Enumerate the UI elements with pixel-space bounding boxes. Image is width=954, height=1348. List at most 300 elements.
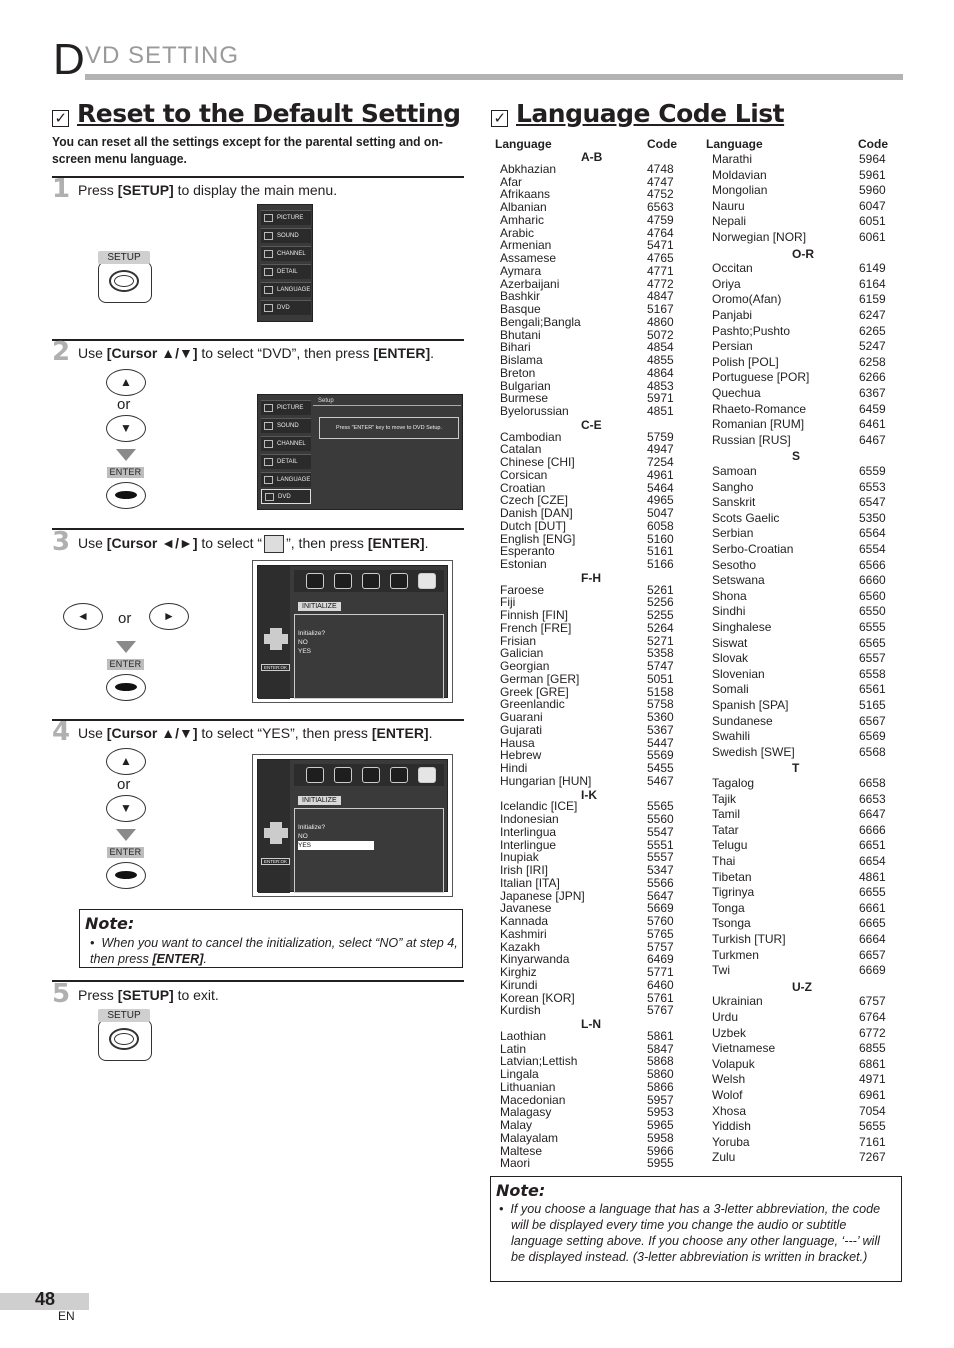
language-code: 5566 xyxy=(647,875,674,890)
screen-divider xyxy=(313,405,461,406)
dvd-icon xyxy=(264,304,273,312)
initialize-question: Initialize? xyxy=(298,824,326,831)
menu-label: DETAIL xyxy=(277,269,298,275)
language-code: 6657 xyxy=(859,947,886,962)
language-code: 6061 xyxy=(859,230,886,244)
language-name: Rhaeto-Romance xyxy=(712,401,807,416)
language-name: Nepali xyxy=(712,214,747,229)
initialize-tab: INITIALIZE xyxy=(298,602,341,611)
arrow-left-icon: ◄ xyxy=(77,609,89,623)
menu-label: SOUND xyxy=(277,233,299,239)
language-code: 5771 xyxy=(647,965,674,979)
language-name: Polish [POL] xyxy=(712,354,779,369)
note-text: . xyxy=(203,952,207,966)
language-code: 5464 xyxy=(647,480,674,495)
language-code: 6566 xyxy=(859,557,886,572)
divider xyxy=(52,339,464,341)
language-code: 6247 xyxy=(859,308,886,322)
language-name: Swahili xyxy=(712,729,751,744)
language-name: Slovak xyxy=(712,651,749,666)
language-code: 5358 xyxy=(647,646,674,661)
language-title-text: Language Code List xyxy=(516,99,785,128)
note-key: [ENTER] xyxy=(152,952,204,966)
step-5-text xyxy=(78,987,219,1003)
language-code: 4864 xyxy=(647,365,674,380)
language-code: 6559 xyxy=(859,464,886,478)
language-name: Tajik xyxy=(712,791,737,806)
step-text-part: to display the main menu. xyxy=(173,182,338,198)
cursor-up-button[interactable] xyxy=(106,369,146,396)
language-name: Swedish [SWE] xyxy=(712,744,795,759)
language-name: Pashto;Pushto xyxy=(712,323,791,338)
language-code: 5765 xyxy=(647,926,674,941)
language-group-header: S xyxy=(792,449,801,464)
language-code: 6266 xyxy=(859,370,886,385)
language-group-header: C-E xyxy=(581,417,602,432)
language-code: 6855 xyxy=(859,1041,886,1056)
language-code: 5261 xyxy=(647,582,674,597)
channel-icon xyxy=(264,440,273,448)
language-name: Welsh xyxy=(712,1072,746,1087)
language-code: 6149 xyxy=(859,261,886,276)
language-name: Xhosa xyxy=(712,1103,747,1118)
language-code: 5072 xyxy=(647,327,674,342)
detail-icon xyxy=(264,268,273,276)
language-code: 6265 xyxy=(859,323,886,338)
language-name: Interlingua xyxy=(500,824,557,839)
language-name: Italian [ITA] xyxy=(500,875,560,890)
cursor-down-button[interactable] xyxy=(106,415,146,442)
language-code: 6557 xyxy=(859,651,886,666)
language-name: Russian [RUS] xyxy=(712,432,791,447)
step-1-text xyxy=(78,182,337,198)
bullet: • xyxy=(90,936,95,950)
language-name: Turkish [TUR] xyxy=(712,932,786,946)
enter-label: ENTER xyxy=(107,659,144,670)
language-code: 6461 xyxy=(859,417,886,432)
cursor-right-button[interactable] xyxy=(149,603,189,630)
reset-title-text: Reset to the Default Setting xyxy=(77,99,461,128)
enter-ok-label: ENTER:OK xyxy=(261,858,290,865)
language-name: Greenlandic xyxy=(500,697,565,712)
language-name: Occitan xyxy=(712,261,753,276)
setup-button-face xyxy=(98,261,152,303)
language-name: Slovenian xyxy=(712,666,765,681)
sound-icon xyxy=(264,232,273,240)
language-code: 5955 xyxy=(647,1156,674,1171)
language-name: Aymara xyxy=(500,263,542,278)
language-code: 5767 xyxy=(647,1003,674,1018)
menu-item-picture xyxy=(261,210,311,225)
language-code: 6655 xyxy=(859,885,886,900)
language-code: 6051 xyxy=(859,214,886,229)
language-code: 5560 xyxy=(647,812,674,826)
language-code: 6558 xyxy=(859,666,886,681)
language-code: 6861 xyxy=(859,1056,886,1071)
language-code: 6564 xyxy=(859,526,886,541)
language-code: 5747 xyxy=(647,659,674,673)
language-name: Czech [CZE] xyxy=(500,493,569,508)
language-name: Arabic xyxy=(500,225,535,240)
language-code: 4851 xyxy=(647,404,674,418)
language-code: 6569 xyxy=(859,729,886,744)
language-code: 7254 xyxy=(647,455,674,469)
reset-section-title xyxy=(52,99,461,128)
language-code: 6258 xyxy=(859,354,886,369)
language-code: 5166 xyxy=(647,557,674,571)
language-name: Breton xyxy=(500,365,536,380)
language-name: Moldavian xyxy=(712,167,767,182)
enter-label: ENTER xyxy=(107,467,144,478)
setup-label: SETUP xyxy=(98,251,150,264)
language-name: Kirundi xyxy=(500,977,538,992)
step-key: [SETUP] xyxy=(117,987,174,1003)
language-code: 6553 xyxy=(859,479,886,494)
screen-title: Setup xyxy=(318,398,334,404)
language-section-title xyxy=(491,99,784,128)
col1-code-header: Code xyxy=(647,137,677,151)
language-name: Catalan xyxy=(500,442,542,457)
step-key: [SETUP] xyxy=(117,182,174,198)
language-name: Sindhi xyxy=(712,604,746,619)
language-name: Serbo-Croatian xyxy=(712,542,794,556)
step-key: [ENTER] xyxy=(371,725,429,741)
arrow-up-icon: ▲ xyxy=(120,754,132,768)
arrow-down-icon xyxy=(116,641,136,653)
language-code-footer: EN xyxy=(58,1309,75,1323)
language-code: 5669 xyxy=(647,901,674,916)
language-code: 6164 xyxy=(859,276,886,291)
language-code: 5360 xyxy=(647,710,674,724)
header-bar xyxy=(85,74,903,80)
language-name: Sangho xyxy=(712,479,754,494)
menu-item-language xyxy=(261,472,311,487)
checkbox-icon: ✓ xyxy=(52,110,69,127)
header-title: VD SETTING xyxy=(85,42,240,69)
picture-icon xyxy=(264,214,273,222)
language-code: 5847 xyxy=(647,1041,674,1056)
language-name: Vietnamese xyxy=(712,1041,776,1056)
language-name: Dutch [DUT] xyxy=(500,518,567,533)
language-code: 5158 xyxy=(647,684,674,699)
reset-intro: You can reset all the settings except for the parental setting and on-screen menu language. xyxy=(52,134,443,166)
step-4-text xyxy=(78,725,432,741)
arrow-up-icon: ▲ xyxy=(120,375,132,389)
initialize-icon xyxy=(418,767,436,783)
language-code: 7054 xyxy=(859,1103,886,1118)
language-name: Hausa xyxy=(500,735,535,750)
language-code: 6669 xyxy=(859,963,886,978)
language-name: French [FRE] xyxy=(500,620,572,635)
language-name: Galician xyxy=(500,646,544,661)
cursor-left-button[interactable] xyxy=(63,603,103,630)
language-name: Uzbek xyxy=(712,1025,747,1040)
language-name: Kannada xyxy=(500,914,549,928)
step-text-part: . xyxy=(428,725,433,741)
language-code: 6666 xyxy=(859,822,886,837)
language-icon xyxy=(264,286,273,294)
language-name: Bashkir xyxy=(500,289,541,304)
language-name: Tamil xyxy=(712,807,741,822)
language-code: 5255 xyxy=(647,608,674,622)
language-code: 6568 xyxy=(859,744,886,759)
arrow-down-icon: ▼ xyxy=(120,801,132,815)
language-group-header: T xyxy=(792,761,800,776)
language-name: Romanian [RUM] xyxy=(712,417,805,432)
language-name: Kinyarwanda xyxy=(500,952,570,967)
language-name: Frisian xyxy=(500,633,537,648)
menu-item-channel xyxy=(261,436,311,451)
language-name: Latvian;Lettish xyxy=(500,1054,578,1069)
picture-icon xyxy=(264,404,273,412)
enter-pill-icon xyxy=(115,871,137,879)
language-code: 4747 xyxy=(647,174,674,189)
language-code: 5557 xyxy=(647,850,674,865)
language-name: Macedonian xyxy=(500,1092,566,1107)
language-code: 5861 xyxy=(647,1028,674,1043)
channel-icon xyxy=(264,250,273,258)
language-code: 5866 xyxy=(647,1079,674,1094)
menu-label: DETAIL xyxy=(277,459,298,465)
language-code: 4855 xyxy=(647,353,674,367)
language-name: Korean [KOR] xyxy=(500,990,575,1005)
settings-icon xyxy=(390,573,408,589)
language-name: Cambodian xyxy=(500,429,562,444)
language-name: Thai xyxy=(712,854,736,868)
language-code: 5860 xyxy=(647,1067,674,1081)
language-name: Javanese xyxy=(500,901,552,916)
language-name: German [GER] xyxy=(500,671,580,686)
step-text-part: Use xyxy=(78,535,107,551)
language-name: Wolof xyxy=(712,1088,743,1102)
note-title: Note: xyxy=(85,914,135,933)
language-code: 6459 xyxy=(859,401,886,416)
language-code: 7267 xyxy=(859,1150,886,1165)
menu-label: LANGUAGE xyxy=(277,287,311,293)
col2-code-header: Code xyxy=(858,137,888,151)
language-name: Guarani xyxy=(500,710,543,724)
language-name: Oromo(Afan) xyxy=(712,292,782,307)
enter-button[interactable] xyxy=(106,674,146,701)
note-text: When you want to cancel the initialization, select “NO” at step 4, then press xyxy=(90,936,458,966)
lock-icon xyxy=(362,767,380,783)
language-code: 5760 xyxy=(647,914,674,928)
step-key: [Cursor ▲/▼] xyxy=(106,345,198,361)
language-name: Indonesian xyxy=(500,812,559,826)
language-code: 6550 xyxy=(859,604,886,619)
language-name: Panjabi xyxy=(712,308,753,322)
reset-note-box xyxy=(79,909,463,968)
language-name: Basque xyxy=(500,302,541,316)
language-name: Japanese [JPN] xyxy=(500,888,585,903)
language-code: 6661 xyxy=(859,900,886,915)
language-code: 5964 xyxy=(859,152,886,166)
menu-item-dvd-selected xyxy=(261,489,311,504)
language-code: 6567 xyxy=(859,713,886,728)
language-code: 5758 xyxy=(647,697,674,712)
arrow-down-icon xyxy=(116,449,136,461)
language-name: Malayalam xyxy=(500,1130,559,1145)
language-name: Chinese [CHI] xyxy=(500,455,575,469)
step-text-part: ”, then press xyxy=(286,535,368,551)
reset-note-text xyxy=(90,935,460,967)
audio-icon xyxy=(334,767,352,783)
setup-screen xyxy=(257,394,463,510)
language-name: Oriya xyxy=(712,276,741,291)
language-code: 6665 xyxy=(859,916,886,931)
language-name: English [ENG] xyxy=(500,531,576,546)
step-text-part: Use xyxy=(78,345,107,361)
detail-icon xyxy=(264,458,273,466)
language-name: Latin xyxy=(500,1041,527,1056)
language-name: Sundanese xyxy=(712,713,773,728)
language-code: 5471 xyxy=(647,238,674,253)
step-key: [ENTER] xyxy=(373,345,431,361)
setup-button[interactable] xyxy=(98,1009,152,1061)
language-code: 6772 xyxy=(859,1025,886,1040)
language-name: Norwegian [NOR] xyxy=(712,230,807,244)
arrow-right-icon: ► xyxy=(163,609,175,623)
cursor-up-button[interactable] xyxy=(106,748,146,775)
language-name: Hindi xyxy=(500,761,528,775)
language-code: 4861 xyxy=(859,869,886,884)
language-name: Mongolian xyxy=(712,183,768,198)
language-name: Spanish [SPA] xyxy=(712,698,789,712)
language-name: Icelandic [ICE] xyxy=(500,799,578,814)
language-name: Ukrainian xyxy=(712,994,763,1009)
language-code: 6757 xyxy=(859,994,886,1009)
language-name: Armenian xyxy=(500,238,552,253)
language-name: Sesotho xyxy=(712,557,757,572)
step-text-part: to exit. xyxy=(173,987,219,1003)
language-code: 5367 xyxy=(647,722,674,737)
language-name: Shona xyxy=(712,588,747,603)
language-name: Persian xyxy=(712,339,753,354)
page-number-bar xyxy=(0,1289,89,1310)
language-name: Zulu xyxy=(712,1150,736,1165)
language-name: Inupiak xyxy=(500,850,539,865)
step-text-part: . xyxy=(424,535,429,551)
language-name: Marathi xyxy=(712,152,753,166)
language-code: 6159 xyxy=(859,292,886,307)
menu-item-language xyxy=(261,282,311,297)
step-text-part: Press xyxy=(78,987,118,1003)
language-code: 5047 xyxy=(647,506,674,520)
language-name: Tibetan xyxy=(712,869,752,884)
icon-bar xyxy=(294,570,444,592)
language-name: Setswana xyxy=(712,573,765,588)
setup-button-face xyxy=(98,1019,152,1061)
or-label: or xyxy=(117,396,131,413)
language-name: Abkhazian xyxy=(500,161,557,176)
language-code: 5655 xyxy=(859,1119,886,1134)
language-name: Byelorussian xyxy=(500,404,569,418)
language-group-header: F-H xyxy=(581,570,601,585)
step-key: [Cursor ▲/▼] xyxy=(106,725,198,741)
col1-language-header: Language xyxy=(495,137,552,151)
divider xyxy=(52,719,464,721)
enter-button[interactable] xyxy=(106,482,146,509)
language-name: Singhalese xyxy=(712,620,772,634)
option-yes-selected: YES xyxy=(298,841,374,850)
language-name: Turkmen xyxy=(712,947,759,962)
language-code: 6058 xyxy=(647,518,674,533)
language-name: Scots Gaelic xyxy=(712,510,780,525)
language-name: Kurdish xyxy=(500,1003,541,1018)
language-name: Faroese xyxy=(500,582,545,597)
arrow-down-icon xyxy=(116,829,136,841)
language-code: 5565 xyxy=(647,799,674,814)
enter-button[interactable] xyxy=(106,862,146,889)
step-number: 1 xyxy=(52,174,71,204)
menu-label: PICTURE xyxy=(277,405,304,411)
menu-item-detail xyxy=(261,454,311,469)
language-note-box xyxy=(490,1176,902,1282)
main-menu-screen xyxy=(257,204,313,322)
language-name: Amharic xyxy=(500,212,545,227)
language-code: 4847 xyxy=(647,289,674,304)
page-number: 48 xyxy=(35,1289,56,1309)
step-text-part: to select “YES”, then press xyxy=(197,725,372,741)
dpad-icon xyxy=(261,624,291,654)
menu-label: SOUND xyxy=(277,423,299,429)
language-code: 4765 xyxy=(647,251,674,265)
language-name: Kashmiri xyxy=(500,926,547,941)
language-code: 4748 xyxy=(647,161,674,176)
sound-icon xyxy=(264,422,273,430)
enter-label: ENTER xyxy=(107,847,144,858)
language-name: Maori xyxy=(500,1156,531,1171)
language-name: Portuguese [POR] xyxy=(712,370,810,385)
enter-pill-icon xyxy=(115,683,137,691)
lock-icon xyxy=(362,573,380,589)
language-code: 6563 xyxy=(647,200,674,214)
language-code: 6565 xyxy=(859,635,886,650)
language-name: Georgian xyxy=(500,659,550,673)
language-name: Bihari xyxy=(500,340,531,355)
language-code: 4772 xyxy=(647,276,674,291)
language-code: 6961 xyxy=(859,1088,886,1102)
language-code: 5953 xyxy=(647,1105,674,1120)
language-name: Gujarati xyxy=(500,722,543,737)
language-code: 5868 xyxy=(647,1054,674,1069)
language-code: 6651 xyxy=(859,838,886,853)
cursor-down-button[interactable] xyxy=(106,795,146,822)
divider xyxy=(52,176,464,178)
language-name: Bengali;Bangla xyxy=(500,314,581,329)
language-name: Samoan xyxy=(712,464,757,478)
language-name: Corsican xyxy=(500,467,548,482)
language-name: Tagalog xyxy=(712,776,755,790)
audio-icon xyxy=(334,573,352,589)
language-code: 5347 xyxy=(647,863,674,877)
language-code: 5167 xyxy=(647,302,674,316)
language-name: Danish [DAN] xyxy=(500,506,573,520)
initialize-yes-screen-frame xyxy=(252,754,453,897)
language-name: Somali xyxy=(712,682,749,697)
setup-button[interactable] xyxy=(98,251,152,303)
language-code: 5961 xyxy=(859,167,886,182)
disc-icon xyxy=(306,767,324,783)
note-text: If you choose a language that has a 3-letter abbreviation, the code will be displayed every time you change the audio or subtitle language setting above. If you choose any other language, ‘---’ will be displayed instead. (3-letter abbreviation is written in bracket.) xyxy=(510,1202,881,1264)
language-code: 4752 xyxy=(647,187,674,202)
language-group-header: I-K xyxy=(581,787,597,802)
icon-bar xyxy=(294,764,444,786)
note-title: Note: xyxy=(496,1181,546,1200)
menu-item-picture xyxy=(261,400,311,415)
language-name: Assamese xyxy=(500,251,557,265)
initialize-screen-frame xyxy=(252,560,453,703)
